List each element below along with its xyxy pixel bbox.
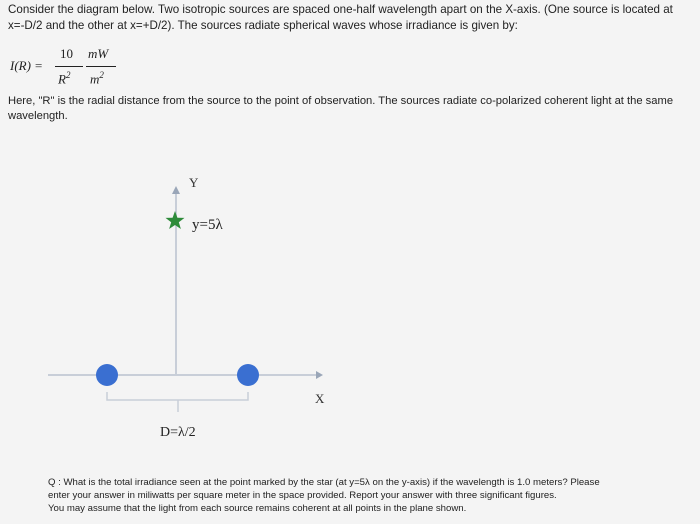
formula-lhs: I(R) = (10, 58, 43, 73)
star-label: y=5λ (192, 217, 223, 233)
source-right (237, 364, 259, 386)
y-axis-label: Y (189, 175, 199, 190)
formula-unit-numerator: mW (88, 46, 109, 61)
description-text: Here, "R" is the radial distance from the source to the point of observation. The sources radiate co-polarized coherent light at the same wavelength. (8, 95, 674, 122)
spacing-bracket (107, 392, 248, 400)
formula-denominator: $R^2$ (58, 70, 71, 87)
x-axis-arrow-icon (316, 371, 323, 379)
intro-text: Consider the diagram below. Two isotropic sources are spaced one-half wavelength apart on the X-axis. (One source is located at x=-D/2 and the other at x=+D/2). The sources radiate spherical waves whose irradiance is given by: (8, 3, 673, 32)
question-line-1: Q : What is the total irradiance seen at the point marked by the star (at y=5λ on the y-axis) if the wavelength is 1.0 meters? Please (48, 477, 600, 488)
question-line-3: You may assume that the light from each source remains coherent at all points in the plane shown. (48, 503, 467, 515)
question-text (48, 476, 688, 516)
formula-numerator: 10 (60, 46, 73, 61)
x-axis-label: X (315, 391, 325, 406)
y-axis-arrow-icon (172, 186, 180, 194)
source-left (96, 364, 118, 386)
spacing-label: D=λ/2 (160, 425, 196, 440)
question-line-2: enter your answer in miliwatts per square meter in the space provided. Report your answer with three significant figures. (48, 490, 557, 502)
formula-unit-denominator: $m^2$ (90, 70, 104, 87)
